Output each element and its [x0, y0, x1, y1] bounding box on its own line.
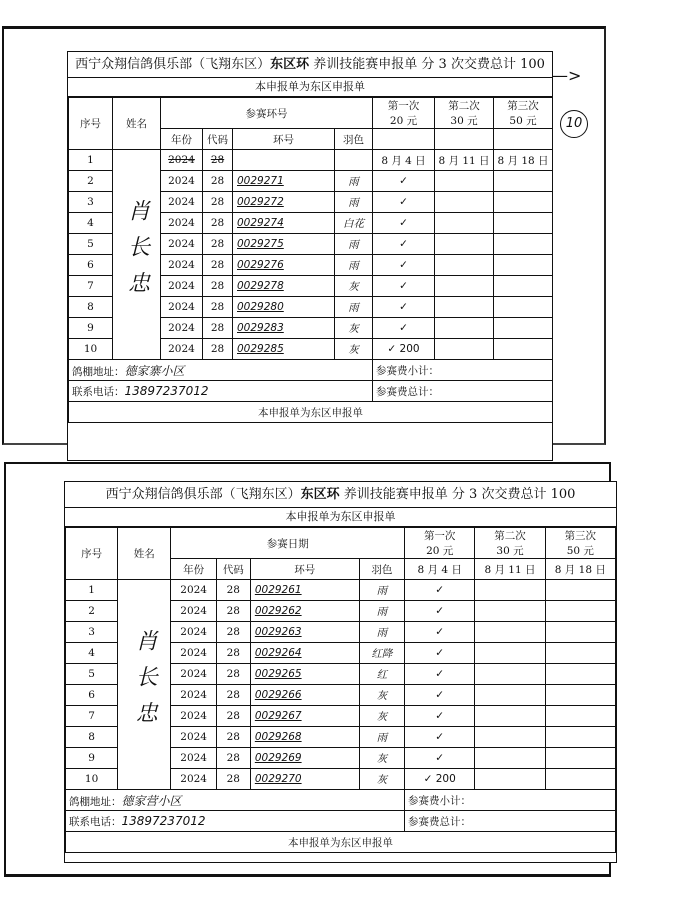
round-2-cell	[475, 601, 545, 622]
row-number: 6	[69, 255, 113, 276]
round-1-cell: ✓ 200	[405, 769, 475, 790]
round-2-fee: 30 元	[496, 545, 524, 557]
round-2-cell	[475, 622, 545, 643]
ring-code: 28	[216, 664, 250, 685]
ring-code: 28	[203, 192, 233, 213]
form-title	[68, 52, 552, 78]
round-3-cell	[545, 643, 615, 664]
round-3-cell	[494, 192, 553, 213]
header-seq: 序号	[69, 98, 113, 150]
feather-color: 灰	[359, 706, 404, 727]
round-1-cell: ✓	[405, 727, 475, 748]
ring-number: 0029270	[250, 769, 359, 790]
round-1-cell: ✓	[373, 318, 435, 339]
row-number: 5	[66, 664, 118, 685]
row-number: 7	[69, 276, 113, 297]
round-1-cell: ✓	[373, 255, 435, 276]
ring-number: 0029269	[250, 748, 359, 769]
feather-color: 灰	[359, 748, 404, 769]
ring-code: 28	[203, 339, 233, 360]
title-club: 西宁众翔信鸽俱乐部（飞翔东区）	[75, 57, 271, 72]
round-1-cell: ✓	[373, 297, 435, 318]
round-3-cell	[545, 580, 615, 601]
ring-number: 0029263	[250, 622, 359, 643]
round-3-fee: 50 元	[509, 115, 537, 127]
round-3-cell	[494, 171, 553, 192]
entry-table	[68, 97, 553, 423]
round-3-cell	[545, 706, 615, 727]
phone-cell	[69, 381, 373, 402]
round-3-label: 第三次	[564, 530, 597, 542]
fee-subtotal-label: 参赛费小计：	[405, 790, 616, 811]
round-3-cell	[545, 748, 615, 769]
ring-code: 28	[203, 171, 233, 192]
phone-cell	[66, 811, 405, 832]
feather-color: 灰	[335, 339, 373, 360]
ring-year: 2024	[161, 171, 203, 192]
row-number: 2	[66, 601, 118, 622]
phone-value: 13897237012	[121, 813, 206, 828]
round-1-label: 第一次	[387, 100, 420, 112]
title-fee-note: 养训技能赛申报单 分 3 次交费总计 100	[309, 57, 545, 72]
round-2-label: 第二次	[448, 100, 480, 112]
feather-color: 灰	[359, 769, 404, 790]
row-number: 4	[66, 643, 118, 664]
row-number: 9	[69, 318, 113, 339]
entry-rows	[69, 150, 553, 360]
row-number: 6	[66, 685, 118, 706]
address-cell	[66, 790, 405, 811]
round-1-cell: ✓	[405, 706, 475, 727]
round-2-cell: 8 月 11 日	[435, 150, 494, 171]
ring-code: 28	[216, 727, 250, 748]
header-name: 姓名	[113, 98, 161, 150]
ring-code: 28	[216, 601, 250, 622]
ring-year: 2024	[161, 192, 203, 213]
ring-number: 0029285	[233, 339, 335, 360]
feather-color: 红降	[359, 643, 404, 664]
form-title	[65, 482, 616, 508]
owner-name-handwriting: 肖长忠	[124, 199, 150, 307]
ring-number: 0029275	[233, 234, 335, 255]
header-code: 代码	[216, 559, 250, 580]
ring-year: 2024	[171, 580, 216, 601]
round-1-cell: ✓	[373, 213, 435, 234]
round-2-cell	[435, 213, 494, 234]
round-2-cell	[435, 171, 494, 192]
address-cell	[69, 360, 373, 381]
header-date-3: 8 月 18 日	[545, 559, 615, 580]
round-2-cell	[475, 706, 545, 727]
fee-subtotal-label: 参赛费小计：	[373, 360, 553, 381]
ring-number: 0029268	[250, 727, 359, 748]
header-round-2	[435, 98, 494, 129]
ring-year: 2024	[171, 643, 216, 664]
ring-year: 2024	[161, 234, 203, 255]
ring-code: 28	[216, 643, 250, 664]
ring-number	[233, 150, 335, 171]
ring-code: 28	[216, 706, 250, 727]
round-1-label: 第一次	[423, 530, 456, 542]
feather-color: 雨	[335, 171, 373, 192]
round-3-cell	[545, 685, 615, 706]
feather-color: 雨	[359, 601, 404, 622]
feather-color: 雨	[335, 192, 373, 213]
round-3-cell	[545, 769, 615, 790]
round-1-cell: ✓	[405, 748, 475, 769]
round-3-cell	[494, 318, 553, 339]
feather-color: 雨	[359, 622, 404, 643]
round-1-cell: ✓	[373, 276, 435, 297]
address-value: 德家营小区	[121, 793, 182, 808]
header-ring: 环号	[250, 559, 359, 580]
ring-code: 28	[216, 769, 250, 790]
ring-number: 0029266	[250, 685, 359, 706]
ring-number: 0029267	[250, 706, 359, 727]
round-1-cell: ✓	[373, 171, 435, 192]
feather-color: 红	[359, 664, 404, 685]
ring-year: 2024	[171, 748, 216, 769]
ring-number: 0029280	[233, 297, 335, 318]
round-1-fee: 20 元	[389, 115, 418, 127]
header-round-3	[494, 98, 553, 129]
header-color: 羽色	[335, 129, 373, 150]
ring-number: 0029276	[233, 255, 335, 276]
circled-page-number: 10	[560, 110, 588, 138]
table-row	[66, 580, 616, 601]
ring-code: 28	[203, 150, 233, 171]
row-number: 8	[69, 297, 113, 318]
round-2-cell	[475, 685, 545, 706]
header-year: 年份	[171, 559, 216, 580]
round-2-cell	[435, 297, 494, 318]
round-1-cell: ✓	[405, 601, 475, 622]
header-round-3	[545, 528, 615, 559]
ring-number: 0029262	[250, 601, 359, 622]
feather-color: 雨	[335, 297, 373, 318]
round-1-cell: ✓	[405, 643, 475, 664]
ring-year: 2024	[161, 255, 203, 276]
round-1-cell: 8 月 4 日	[373, 150, 435, 171]
round-3-cell	[545, 664, 615, 685]
fee-total-label: 参赛费总计：	[373, 381, 553, 402]
title-ring-type: 东区环	[300, 487, 340, 502]
header-round-1	[405, 528, 475, 559]
round-2-label: 第二次	[494, 530, 526, 542]
header-date-1: 8 月 4 日	[405, 559, 475, 580]
form-footer: 本申报单为东区申报单	[69, 402, 553, 423]
address-value: 德家寨小区	[124, 363, 185, 378]
owner-name-handwriting: 肖长忠	[132, 629, 158, 737]
feather-color: 灰	[335, 318, 373, 339]
round-2-cell	[435, 318, 494, 339]
header-name: 姓名	[118, 528, 171, 580]
row-number: 10	[66, 769, 118, 790]
ring-number: 0029264	[250, 643, 359, 664]
title-ring-type: 东区环	[270, 57, 310, 72]
header-group: 参赛环号	[161, 98, 373, 129]
ring-code: 28	[203, 318, 233, 339]
ring-number: 0029261	[250, 580, 359, 601]
ring-code: 28	[216, 685, 250, 706]
round-3-cell	[494, 276, 553, 297]
ring-code: 28	[203, 234, 233, 255]
round-1-cell: ✓	[405, 622, 475, 643]
ring-code: 28	[203, 276, 233, 297]
title-fee-note: 养训技能赛申报单 分 3 次交费总计 100	[339, 487, 576, 502]
ring-number: 0029272	[233, 192, 335, 213]
ring-year: 2024	[171, 685, 216, 706]
application-form-sheet-2	[4, 462, 611, 877]
feather-color: 雨	[359, 727, 404, 748]
feather-color: 雨	[335, 255, 373, 276]
header-color: 羽色	[359, 559, 404, 580]
header-group: 参赛日期	[171, 528, 405, 559]
ring-number: 0029283	[233, 318, 335, 339]
round-3-cell: 8 月 18 日	[494, 150, 553, 171]
row-number: 7	[66, 706, 118, 727]
ring-year: 2024	[161, 276, 203, 297]
ring-year: 2024	[171, 664, 216, 685]
feather-color: 雨	[359, 580, 404, 601]
round-2-cell	[475, 769, 545, 790]
row-number: 10	[69, 339, 113, 360]
form-subtitle: 本申报单为东区申报单	[68, 78, 552, 97]
round-1-cell: ✓	[405, 580, 475, 601]
round-3-cell	[545, 622, 615, 643]
ring-year: 2024	[171, 727, 216, 748]
round-2-cell	[435, 255, 494, 276]
ring-number: 0029265	[250, 664, 359, 685]
application-form-sheet-1	[2, 26, 606, 445]
form-frame	[67, 51, 553, 461]
round-3-cell	[494, 234, 553, 255]
margin-arrow-mark: —>	[552, 66, 582, 85]
ring-code: 28	[216, 622, 250, 643]
round-2-cell	[475, 643, 545, 664]
owner-name	[118, 580, 171, 790]
form-footer: 本申报单为东区申报单	[66, 832, 616, 853]
round-1-cell: ✓	[373, 192, 435, 213]
feather-color: 白花	[335, 213, 373, 234]
row-number: 1	[69, 150, 113, 171]
address-label: 鸽棚地址：	[72, 365, 125, 378]
ring-number: 0029278	[233, 276, 335, 297]
fee-total-label: 参赛费总计：	[405, 811, 616, 832]
round-1-cell: ✓	[405, 685, 475, 706]
ring-code: 28	[203, 213, 233, 234]
round-1-fee: 20 元	[426, 545, 454, 557]
header-date-2: 8 月 11 日	[475, 559, 545, 580]
round-3-cell	[494, 339, 553, 360]
round-2-cell	[475, 580, 545, 601]
round-3-label: 第三次	[507, 100, 539, 112]
title-club: 西宁众翔信鸽俱乐部（飞翔东区）	[105, 487, 301, 502]
feather-color: 灰	[359, 685, 404, 706]
round-3-cell	[494, 255, 553, 276]
round-2-cell	[475, 727, 545, 748]
round-2-cell	[435, 192, 494, 213]
feather-color	[335, 150, 373, 171]
round-3-cell	[494, 297, 553, 318]
ring-number: 0029274	[233, 213, 335, 234]
ring-year: 2024	[171, 622, 216, 643]
round-2-cell	[475, 664, 545, 685]
ring-code: 28	[216, 580, 250, 601]
round-2-fee: 30 元	[450, 115, 478, 127]
form-subtitle: 本申报单为东区申报单	[65, 508, 616, 527]
ring-year: 2024	[161, 318, 203, 339]
round-2-cell	[435, 339, 494, 360]
round-2-cell	[475, 748, 545, 769]
ring-code: 28	[203, 297, 233, 318]
ring-number: 0029271	[233, 171, 335, 192]
owner-name	[113, 150, 161, 360]
header-year: 年份	[161, 129, 203, 150]
header-seq: 序号	[66, 528, 118, 580]
row-number: 1	[66, 580, 118, 601]
row-number: 2	[69, 171, 113, 192]
row-number: 3	[66, 622, 118, 643]
form-frame	[64, 481, 617, 863]
row-number: 3	[69, 192, 113, 213]
round-2-cell	[435, 234, 494, 255]
round-2-cell	[435, 276, 494, 297]
header-round-1	[373, 98, 435, 129]
ring-year: 2024	[171, 706, 216, 727]
ring-year: 2024	[171, 601, 216, 622]
ring-year: 2024	[161, 339, 203, 360]
ring-code: 28	[216, 748, 250, 769]
phone-value: 13897237012	[124, 383, 209, 398]
ring-year: 2024	[161, 297, 203, 318]
ring-code: 28	[203, 255, 233, 276]
address-label: 鸽棚地址：	[69, 795, 122, 808]
table-row	[69, 150, 553, 171]
ring-year: 2024	[161, 213, 203, 234]
row-number: 4	[69, 213, 113, 234]
feather-color: 雨	[335, 234, 373, 255]
row-number: 5	[69, 234, 113, 255]
feather-color: 灰	[335, 276, 373, 297]
phone-label: 联系电话：	[72, 385, 125, 398]
round-1-cell: ✓	[373, 234, 435, 255]
row-number: 8	[66, 727, 118, 748]
entry-rows	[66, 580, 616, 790]
round-3-fee: 50 元	[566, 545, 594, 557]
header-code: 代码	[203, 129, 233, 150]
round-1-cell: ✓	[405, 664, 475, 685]
ring-year: 2024	[161, 150, 203, 171]
header-ring: 环号	[233, 129, 335, 150]
round-3-cell	[494, 213, 553, 234]
row-number: 9	[66, 748, 118, 769]
header-round-2	[475, 528, 545, 559]
round-1-cell: ✓ 200	[373, 339, 435, 360]
round-3-cell	[545, 727, 615, 748]
round-3-cell	[545, 601, 615, 622]
ring-year: 2024	[171, 769, 216, 790]
entry-table	[65, 527, 616, 853]
phone-label: 联系电话：	[69, 815, 122, 828]
